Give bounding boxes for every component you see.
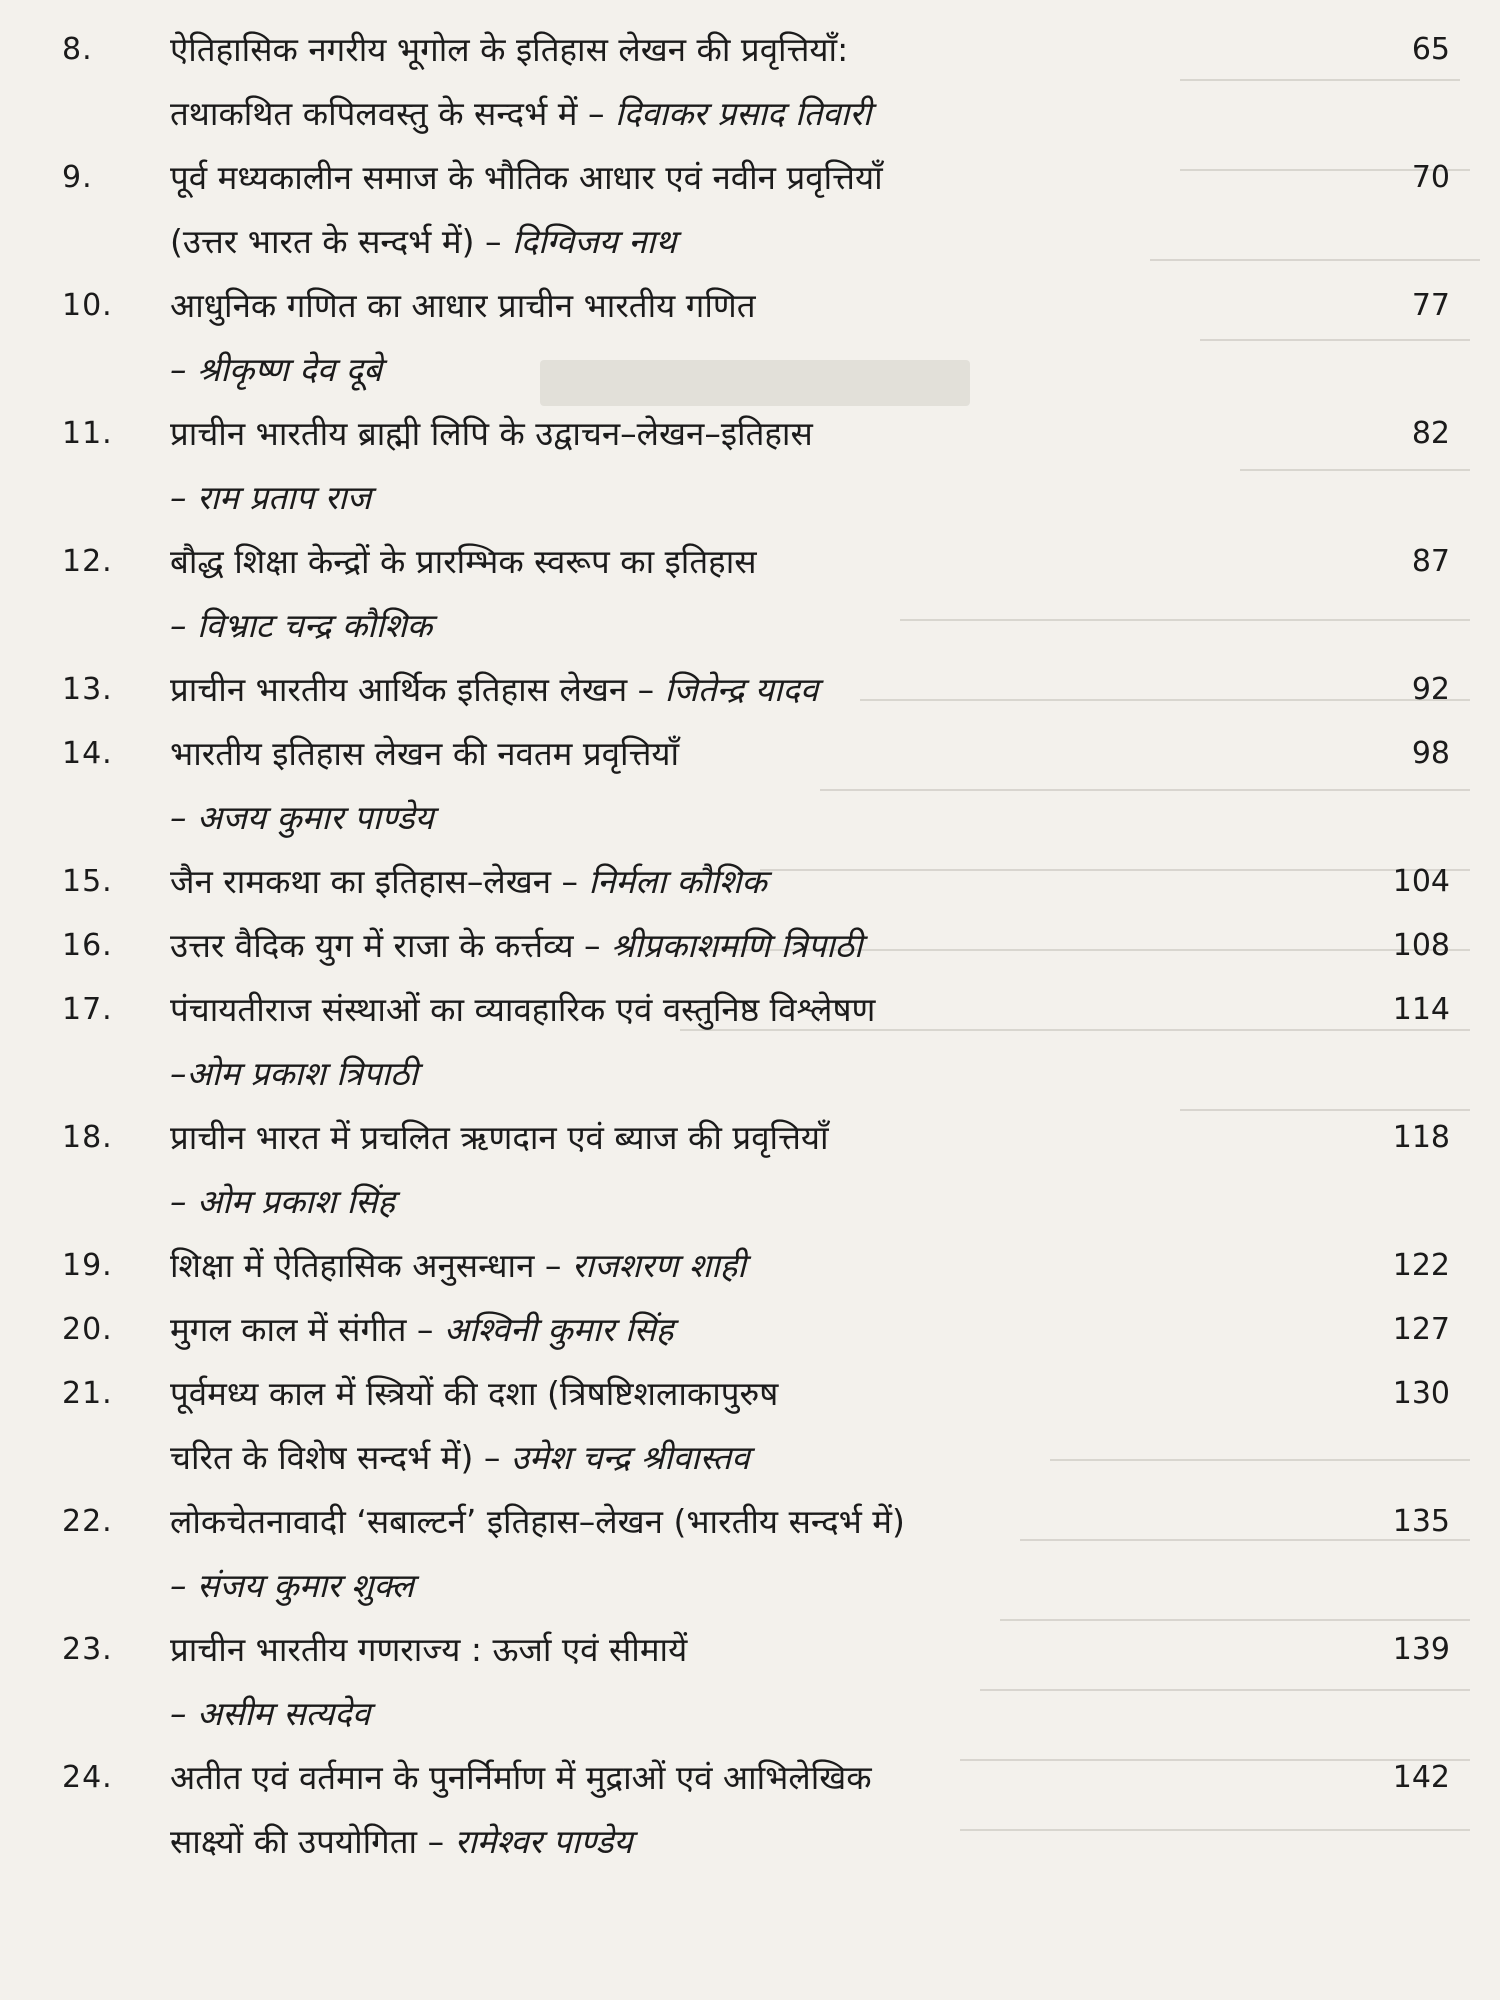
entry-page-number: 127: [1392, 1312, 1450, 1347]
entry-title: अतीत एवं वर्तमान के पुनर्निर्माण में मुद्राओं एवं आभिलेखिक: [170, 1758, 872, 1797]
toc-entry[interactable]: [0, 722, 1500, 850]
entry-author: – राम प्रताप राज: [170, 478, 372, 517]
entry-title: प्राचीन भारत में प्रचलित ऋणदान एवं ब्याज की प्रवृत्तियाँ: [170, 1118, 829, 1157]
entry-body: [170, 722, 1300, 850]
toc-entry[interactable]: [0, 1106, 1500, 1234]
entry-page-number: 122: [1392, 1248, 1450, 1283]
entry-page-number: 92: [1411, 672, 1450, 707]
entry-page-number: 77: [1411, 288, 1450, 323]
entry-page-number: 70: [1411, 160, 1450, 195]
entry-author: – श्रीकृष्ण देव दूबे: [170, 350, 382, 389]
entry-body: [170, 146, 1300, 274]
toc-entry[interactable]: [0, 402, 1500, 530]
entry-body: [170, 274, 1300, 402]
entry-body: [170, 978, 1300, 1106]
entry-title: मुगल काल में संगीत –: [170, 1310, 434, 1349]
entry-title: पूर्वमध्य काल में स्त्रियों की दशा (त्रिषष्टिशलाकापुरुष: [170, 1374, 779, 1413]
entry-number: 8.: [62, 32, 93, 67]
entry-page-number: 135: [1392, 1504, 1450, 1539]
entry-page-number: 114: [1392, 992, 1450, 1027]
toc-entry[interactable]: [0, 1234, 1500, 1298]
entry-author: अश्विनी कुमार सिंह: [443, 1310, 674, 1349]
entry-author: – ओम प्रकाश सिंह: [170, 1182, 395, 1221]
entry-number: 18.: [62, 1120, 113, 1155]
entry-author: दिवाकर प्रसाद तिवारी: [615, 94, 872, 133]
entry-number: 14.: [62, 736, 113, 771]
entry-title: प्राचीन भारतीय गणराज्य : ऊर्जा एवं सीमायें: [170, 1630, 688, 1669]
entry-page-number: 87: [1411, 544, 1450, 579]
entry-number: 24.: [62, 1760, 113, 1795]
entry-body: [170, 1234, 1300, 1298]
entry-title-continued: तथाकथित कपिलवस्तु के सन्दर्भ में –: [170, 94, 605, 133]
entry-page-number: 108: [1392, 928, 1450, 963]
entry-author: – संजय कुमार शुक्ल: [170, 1566, 414, 1605]
entry-author: – अजय कुमार पाण्डेय: [170, 798, 434, 837]
toc-entry[interactable]: [0, 1362, 1500, 1490]
entry-author: –ओम प्रकाश त्रिपाठी: [170, 1054, 418, 1093]
entry-body: [170, 658, 1300, 722]
entry-page-number: 142: [1392, 1760, 1450, 1795]
toc-entry[interactable]: [0, 658, 1500, 722]
entry-page-number: 82: [1411, 416, 1450, 451]
entry-author: निर्मला कौशिक: [588, 862, 767, 901]
toc-entry[interactable]: [0, 146, 1500, 274]
entry-page-number: 130: [1392, 1376, 1450, 1411]
entry-number: 20.: [62, 1312, 113, 1347]
toc-entry[interactable]: [0, 18, 1500, 146]
entry-body: [170, 1106, 1300, 1234]
entry-author: राजशरण शाही: [571, 1246, 746, 1285]
entry-number: 23.: [62, 1632, 113, 1667]
entry-title: पंचायतीराज संस्थाओं का व्यावहारिक एवं वस्तुनिष्ठ विश्लेषण: [170, 990, 876, 1029]
toc-entry[interactable]: [0, 1746, 1500, 1874]
entry-page-number: 98: [1411, 736, 1450, 771]
entry-number: 13.: [62, 672, 113, 707]
entry-page-number: 118: [1392, 1120, 1450, 1155]
entry-number: 16.: [62, 928, 113, 963]
entry-title-continued: चरित के विशेष सन्दर्भ में) –: [170, 1438, 501, 1477]
entry-body: [170, 1362, 1300, 1490]
entry-title-continued: (उत्तर भारत के सन्दर्भ में) –: [170, 222, 502, 261]
entry-title: आधुनिक गणित का आधार प्राचीन भारतीय गणित: [170, 286, 756, 325]
toc-entry[interactable]: [0, 1490, 1500, 1618]
entry-title: पूर्व मध्यकालीन समाज के भौतिक आधार एवं नवीन प्रवृत्तियाँ: [170, 158, 883, 197]
entry-body: [170, 914, 1300, 978]
toc-entry[interactable]: [0, 914, 1500, 978]
toc-entry[interactable]: [0, 530, 1500, 658]
entry-author: जितेन्द्र यादव: [664, 670, 819, 709]
toc-entry[interactable]: [0, 850, 1500, 914]
entry-number: 12.: [62, 544, 113, 579]
entry-title: लोकचेतनावादी ‘सबाल्टर्न’ इतिहास–लेखन (भारतीय सन्दर्भ में): [170, 1502, 905, 1541]
entry-title: ऐतिहासिक नगरीय भूगोल के इतिहास लेखन की प्रवृत्तियाँ:: [170, 30, 849, 69]
entry-author: – विभ्राट चन्द्र कौशिक: [170, 606, 433, 645]
entry-number: 9.: [62, 160, 93, 195]
entry-body: [170, 530, 1300, 658]
entry-title: प्राचीन भारतीय ब्राह्मी लिपि के उद्वाचन–लेखन–इतिहास: [170, 414, 813, 453]
toc-entry[interactable]: [0, 978, 1500, 1106]
entry-body: [170, 1618, 1300, 1746]
entry-number: 15.: [62, 864, 113, 899]
entry-title: उत्तर वैदिक युग में राजा के कर्त्तव्य –: [170, 926, 601, 965]
entry-title-continued: साक्ष्यों की उपयोगिता –: [170, 1822, 445, 1861]
entry-page-number: 65: [1411, 32, 1450, 67]
entry-number: 22.: [62, 1504, 113, 1539]
toc-entry[interactable]: [0, 1298, 1500, 1362]
entry-title: बौद्ध शिक्षा केन्द्रों के प्रारम्भिक स्वरूप का इतिहास: [170, 542, 757, 581]
entry-number: 10.: [62, 288, 113, 323]
entry-page-number: 104: [1392, 864, 1450, 899]
entry-title: भारतीय इतिहास लेखन की नवतम प्रवृत्तियाँ: [170, 734, 680, 773]
entry-number: 17.: [62, 992, 113, 1027]
entry-author: उमेश चन्द्र श्रीवास्तव: [510, 1438, 750, 1477]
entry-body: [170, 18, 1300, 146]
entry-title: शिक्षा में ऐतिहासिक अनुसन्धान –: [170, 1246, 562, 1285]
toc-entry[interactable]: [0, 1618, 1500, 1746]
entry-body: [170, 402, 1300, 530]
entry-page-number: 139: [1392, 1632, 1450, 1667]
entry-body: [170, 1298, 1300, 1362]
entry-author: दिग्विजय नाथ: [511, 222, 677, 261]
entry-body: [170, 1746, 1300, 1874]
entry-author: श्रीप्रकाशमणि त्रिपाठी: [611, 926, 863, 965]
entry-number: 21.: [62, 1376, 113, 1411]
entry-title: प्राचीन भारतीय आर्थिक इतिहास लेखन –: [170, 670, 655, 709]
entry-number: 11.: [62, 416, 113, 451]
entry-author: रामेश्वर पाण्डेय: [454, 1822, 633, 1861]
entry-body: [170, 850, 1300, 914]
entry-body: [170, 1490, 1300, 1618]
entry-number: 19.: [62, 1248, 113, 1283]
entry-title: जैन रामकथा का इतिहास–लेखन –: [170, 862, 579, 901]
toc-entry[interactable]: [0, 274, 1500, 402]
entry-author: – असीम सत्यदेव: [170, 1694, 371, 1733]
table-of-contents: [0, 18, 1500, 1874]
